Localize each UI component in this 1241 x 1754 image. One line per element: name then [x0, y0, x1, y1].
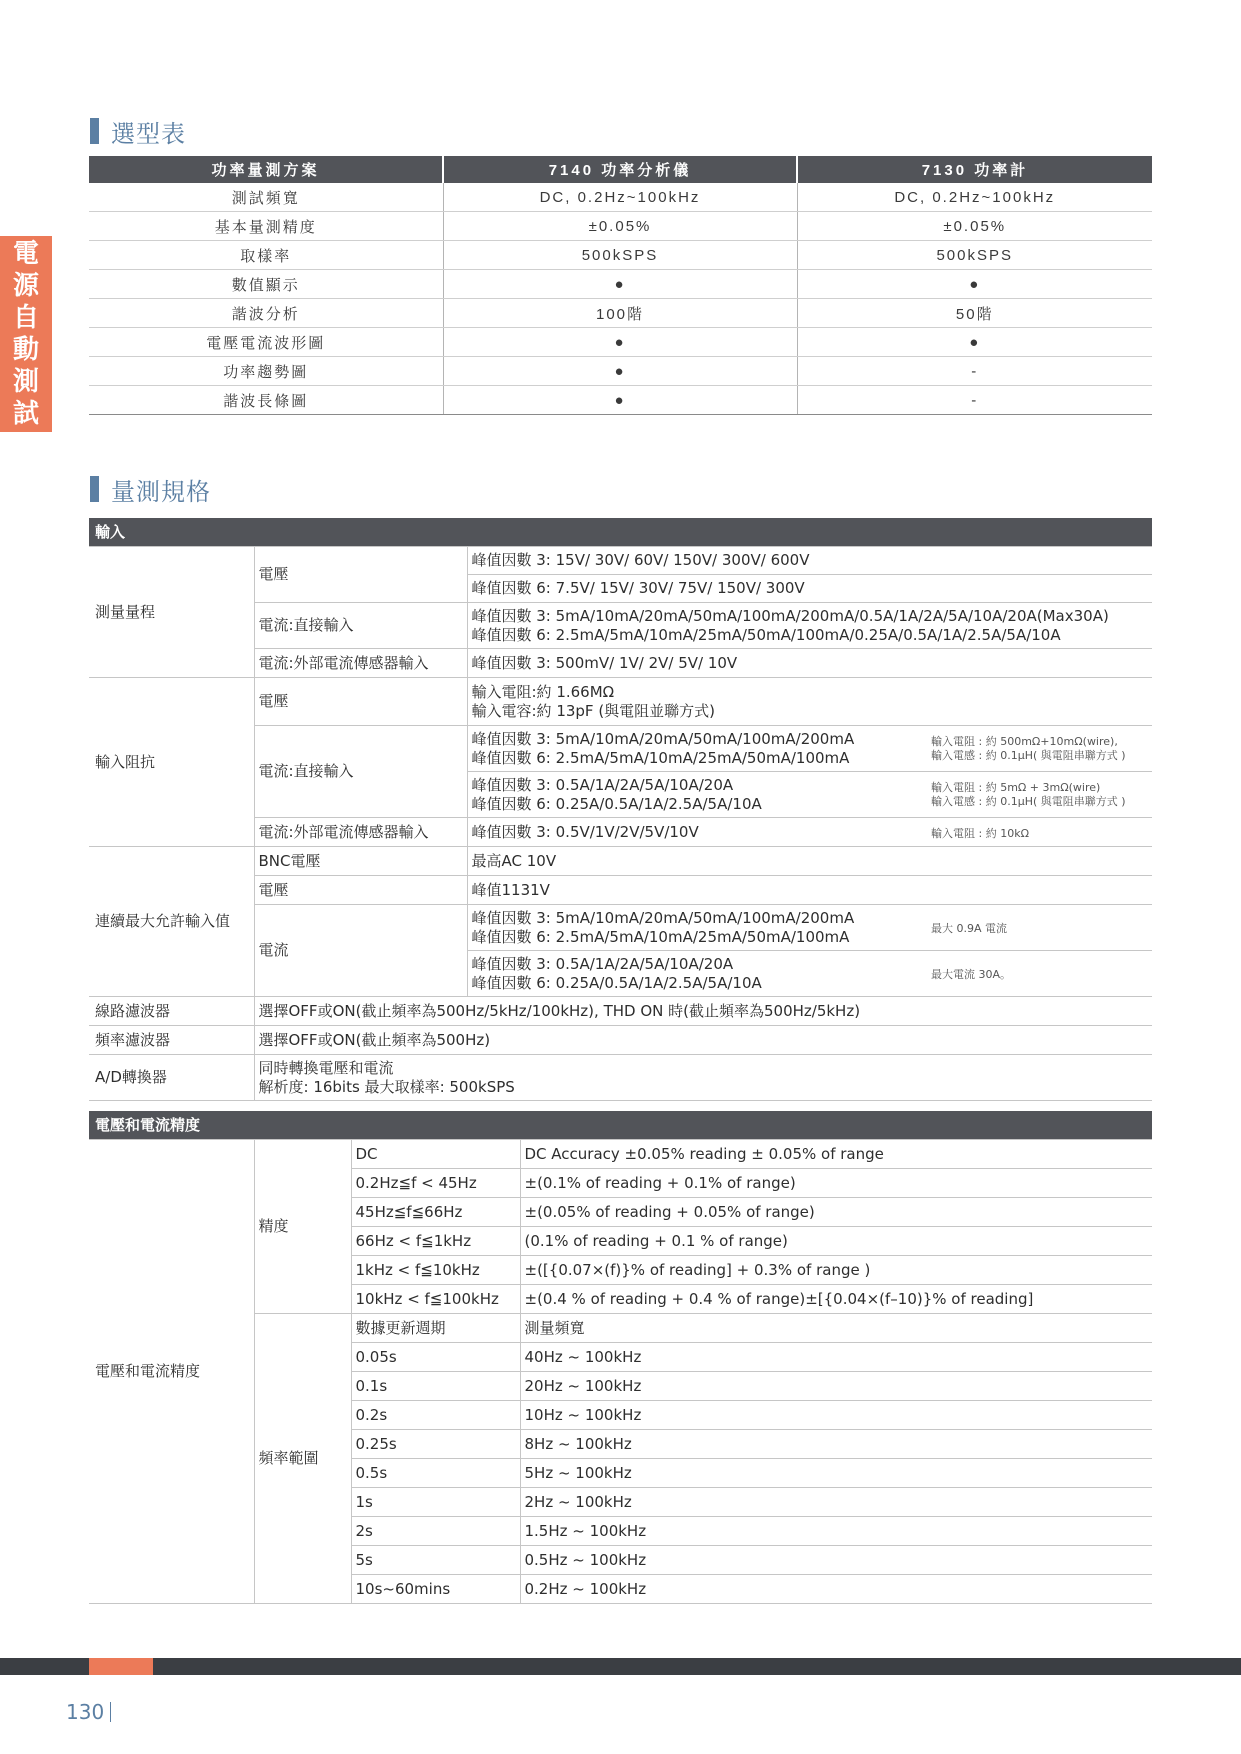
impedance-direct-a-cf3: 峰值因數 3: 5mA/10mA/20mA/50mA/100mA/200mA: [471, 729, 855, 748]
impedance-label: 輸入阻抗: [89, 678, 254, 847]
selection-value-cell: ●: [443, 270, 797, 299]
section-marker: [90, 118, 99, 144]
selection-value-cell: ±0.05%: [797, 212, 1152, 241]
range-current-direct-label: 電流:直接輸入: [254, 603, 467, 649]
impedance-direct-b-cf3: 峰值因數 3: 0.5A/1A/2A/5A/10A/20A: [471, 775, 734, 794]
freq-bandwidth: 10Hz ~ 100kHz: [520, 1401, 1152, 1430]
page-number: [66, 1700, 111, 1724]
max-current-a-note: [927, 905, 1152, 951]
precision-condition: 10kHz < f≦100kHz: [351, 1285, 520, 1314]
adc-line1: 同時轉換電壓和電流: [258, 1058, 394, 1077]
freq-bandwidth: 5Hz ~ 100kHz: [520, 1459, 1152, 1488]
impedance-ext-cf3: 峰值因數 3: 0.5V/1V/2V/5V/10V: [467, 818, 927, 847]
precision-value: ±([{0.07×(f)}% of reading] + 0.3% of range ): [520, 1256, 1152, 1285]
impedance-direct-b-note: [927, 772, 1152, 818]
max-current-label: 電流: [254, 905, 467, 997]
range-current-direct-cf6: 峰值因數 6: 2.5mA/5mA/10mA/25mA/50mA/100mA/0.25A/0.5A/1A/2.5A/5A/10A: [471, 625, 1061, 644]
selection-feature-cell: 測試頻寬: [89, 183, 443, 212]
selection-value-cell: ●: [797, 328, 1152, 357]
impedance-direct-a-cf6: 峰值因數 6: 2.5mA/5mA/10mA/25mA/50mA/100mA: [471, 748, 850, 767]
selection-value-cell: ●: [443, 328, 797, 357]
freq-bandwidth: 0.5Hz ~ 100kHz: [520, 1546, 1152, 1575]
max-voltage-value: 峰值1131V: [467, 876, 1152, 905]
header-cell: 7130 功率計: [797, 156, 1152, 183]
range-voltage-cf6: 峰值因數 6: 7.5V/ 15V/ 30V/ 75V/ 150V/ 300V: [467, 575, 1152, 603]
side-tab-char: 測: [12, 367, 39, 397]
precision-value: ±(0.1% of reading + 0.1% of range): [520, 1169, 1152, 1198]
freq-period: 0.1s: [351, 1372, 520, 1401]
spec-accuracy-table: [89, 1111, 1152, 1604]
max-current-b-note: [927, 951, 1152, 997]
selection-value-cell: -: [797, 357, 1152, 386]
precision-condition: DC: [351, 1140, 520, 1169]
impedance-direct-b-cf6: 峰值因數 6: 0.25A/0.5A/1A/2.5A/5A/10A: [471, 794, 762, 813]
selection-feature-cell: 取樣率: [89, 241, 443, 270]
selection-value-cell: ●: [443, 386, 797, 415]
freq-header-period: 數據更新週期: [351, 1314, 520, 1343]
selection-header-row: [89, 156, 1152, 183]
selection-value-cell: -: [797, 386, 1152, 415]
freq-bandwidth: 20Hz ~ 100kHz: [520, 1372, 1152, 1401]
selection-feature-cell: 數值顯示: [89, 270, 443, 299]
side-tab-char: 電: [12, 239, 39, 269]
side-tab-char: 動: [12, 335, 39, 365]
selection-value-cell: ±0.05%: [443, 212, 797, 241]
impedance-voltage-line1: 輸入電阻:約 1.66MΩ: [471, 682, 615, 701]
header-cell: 7140 功率分析儀: [443, 156, 797, 183]
impedance-voltage-label: 電壓: [254, 678, 467, 726]
selection-row: [89, 183, 1152, 212]
impedance-ext-note-text: 輸入電阻 : 約 10kΩ: [931, 826, 1029, 840]
freq-bandwidth: 1.5Hz ~ 100kHz: [520, 1517, 1152, 1546]
selection-feature-cell: 功率趨勢圖: [89, 357, 443, 386]
freq-bandwidth: 8Hz ~ 100kHz: [520, 1430, 1152, 1459]
impedance-current-direct-label: 電流:直接輸入: [254, 726, 467, 818]
selection-value-cell: DC, 0.2Hz~100kHz: [443, 183, 797, 212]
selection-value-cell: 50階: [797, 299, 1152, 328]
impedance-direct-a-note: [927, 726, 1152, 772]
freq-period: 0.05s: [351, 1343, 520, 1372]
impedance-ext-note: [927, 818, 1152, 847]
precision-label: 精度: [254, 1140, 351, 1314]
selection-row: [89, 328, 1152, 357]
section-marker: [90, 476, 99, 502]
selection-row: [89, 241, 1152, 270]
freq-period: 10s~60mins: [351, 1575, 520, 1604]
freq-period: 0.2s: [351, 1401, 520, 1430]
selection-value-cell: 100階: [443, 299, 797, 328]
max-bnc-label: BNC電壓: [254, 847, 467, 876]
max-current-b: [467, 951, 927, 997]
selection-value-cell: DC, 0.2Hz~100kHz: [797, 183, 1152, 212]
precision-value: ±(0.05% of reading + 0.05% of range): [520, 1198, 1152, 1227]
max-voltage-label: 電壓: [254, 876, 467, 905]
range-label: 測量量程: [89, 547, 254, 678]
max-current-b-cf6: 峰值因數 6: 0.25A/0.5A/1A/2.5A/5A/10A: [471, 973, 762, 992]
side-tab-char: 試: [12, 399, 39, 429]
side-chapter-tab: [0, 236, 52, 432]
freq-bandwidth: 40Hz ~ 100kHz: [520, 1343, 1152, 1372]
selection-row: [89, 270, 1152, 299]
section-title-selection: [90, 118, 186, 148]
side-tab-char: 源: [12, 271, 39, 301]
section-title-text: 量測規格: [111, 477, 211, 506]
max-current-a-cf6: 峰值因數 6: 2.5mA/5mA/10mA/25mA/50mA/100mA: [471, 927, 850, 946]
spec-section-header: [89, 1111, 1152, 1140]
range-current-direct-values: [467, 603, 1152, 649]
max-current-b-note-text: 最大電流 30A。: [931, 968, 1012, 981]
freq-header-bandwidth: 測量頻寬: [520, 1314, 1152, 1343]
max-current-b-cf3: 峰值因數 3: 0.5A/1A/2A/5A/10A/20A: [471, 954, 734, 973]
line-filter-value: 選擇OFF或ON(截止頻率為500Hz/5kHz/100kHz), THD ON 時(截止頻率為500Hz/5kHz): [254, 997, 1152, 1026]
accuracy-label: 電壓和電流精度: [89, 1140, 254, 1604]
precision-value: DC Accuracy ±0.05% reading ± 0.05% of range: [520, 1140, 1152, 1169]
freq-filter-value: 選擇OFF或ON(截止頻率為500Hz): [254, 1026, 1152, 1055]
precision-value: (0.1% of reading + 0.1 % of range): [520, 1227, 1152, 1256]
impedance-direct-a-note1: 輸入電阻 : 約 500mΩ+10mΩ(wire),: [931, 734, 1118, 748]
adc-values: [254, 1055, 1152, 1101]
precision-row: [89, 1140, 1152, 1169]
freq-period: 0.25s: [351, 1430, 520, 1459]
range-voltage-label: 電壓: [254, 547, 467, 603]
spec-input-table: [89, 518, 1152, 1101]
impedance-direct-a: [467, 726, 927, 772]
adc-label: A/D轉換器: [89, 1055, 254, 1101]
page-number-text: 130: [66, 1700, 105, 1724]
precision-condition: 1kHz < f≦10kHz: [351, 1256, 520, 1285]
selection-row: [89, 386, 1152, 415]
freq-bandwidth: 2Hz ~ 100kHz: [520, 1488, 1152, 1517]
max-current-a-cf3: 峰值因數 3: 5mA/10mA/20mA/50mA/100mA/200mA: [471, 908, 855, 927]
selection-value-cell: ●: [443, 357, 797, 386]
impedance-voltage-values: [467, 678, 1152, 726]
selection-feature-cell: 諧波分析: [89, 299, 443, 328]
selection-feature-cell: 電壓電流波形圖: [89, 328, 443, 357]
freq-period: 2s: [351, 1517, 520, 1546]
page-number-separator: [110, 1702, 111, 1722]
max-bnc-value: 最高AC 10V: [467, 847, 1152, 876]
selection-table: [89, 156, 1152, 415]
freq-period: 1s: [351, 1488, 520, 1517]
freq-range-label: 頻率範圍: [254, 1314, 351, 1604]
freq-period: 0.5s: [351, 1459, 520, 1488]
selection-feature-cell: 基本量測精度: [89, 212, 443, 241]
selection-value-cell: 500kSPS: [797, 241, 1152, 270]
selection-value-cell: 500kSPS: [443, 241, 797, 270]
impedance-current-ext-label: 電流:外部電流傳感器輸入: [254, 818, 467, 847]
selection-row: [89, 299, 1152, 328]
range-current-ext-label: 電流:外部電流傳感器輸入: [254, 649, 467, 678]
freq-bandwidth: 0.2Hz ~ 100kHz: [520, 1575, 1152, 1604]
selection-feature-cell: 諧波長條圖: [89, 386, 443, 415]
impedance-direct-a-note2: 輸入電感 : 約 0.1μH( 與電阻串聯方式 ): [931, 748, 1126, 762]
range-current-ext-cf3: 峰值因數 3: 500mV/ 1V/ 2V/ 5V/ 10V: [467, 649, 1152, 678]
impedance-voltage-line2: 輸入電容:約 13pF (與電阻並聯方式): [471, 701, 716, 720]
spec-section-header: [89, 518, 1152, 547]
selection-value-cell: ●: [797, 270, 1152, 299]
impedance-direct-b-note2: 輸入電感 : 約 0.1μH( 與電阻串聯方式 ): [931, 794, 1126, 808]
impedance-direct-b-note1: 輸入電阻 : 約 5mΩ + 3mΩ(wire): [931, 780, 1101, 794]
section-title-spec: [90, 476, 211, 506]
section-title-text: 選型表: [111, 119, 186, 148]
selection-row: [89, 212, 1152, 241]
precision-value: ±(0.4 % of reading + 0.4 % of range)±[{0.04×(f–10)}% of reading]: [520, 1285, 1152, 1314]
spec-header-input: 輸入: [89, 518, 1152, 547]
freq-period: 5s: [351, 1546, 520, 1575]
precision-condition: 45Hz≦f≦66Hz: [351, 1198, 520, 1227]
range-current-direct-cf3: 峰值因數 3: 5mA/10mA/20mA/50mA/100mA/200mA/0.5A/1A/2A/5A/10A/20A(Max30A): [471, 606, 1109, 625]
max-current-a-note-text: 最大 0.9A 電流: [931, 922, 1008, 935]
spec-header-accuracy: 電壓和電流精度: [89, 1111, 1152, 1140]
side-tab-char: 自: [12, 303, 39, 333]
footer-bar: [0, 1658, 1241, 1675]
selection-row: [89, 357, 1152, 386]
max-current-a: [467, 905, 927, 951]
adc-line2: 解析度: 16bits 最大取樣率: 500kSPS: [258, 1077, 515, 1096]
max-input-label: 連續最大允許輸入值: [89, 847, 254, 997]
line-filter-label: 線路濾波器: [89, 997, 254, 1026]
freq-filter-label: 頻率濾波器: [89, 1026, 254, 1055]
header-cell: 功率量測方案: [89, 156, 443, 183]
footer-accent: [89, 1658, 153, 1675]
precision-condition: 0.2Hz≦f < 45Hz: [351, 1169, 520, 1198]
range-voltage-cf3: 峰值因數 3: 15V/ 30V/ 60V/ 150V/ 300V/ 600V: [467, 547, 1152, 575]
precision-condition: 66Hz < f≦1kHz: [351, 1227, 520, 1256]
impedance-direct-b: [467, 772, 927, 818]
